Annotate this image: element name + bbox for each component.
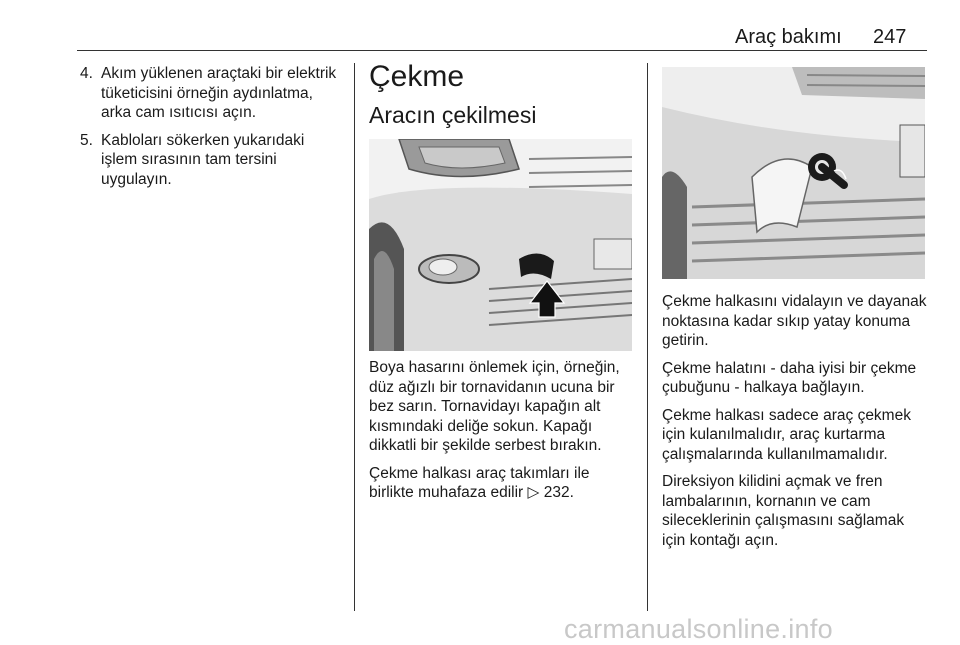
page-number: 247 — [873, 26, 907, 48]
list-item-text: Kabloları sökerken yukarıdaki işlem sırasının tam tersini uygulayın. — [101, 131, 305, 188]
paragraph-screw-tow-eye: Çekme halkasını vidalayın ve dayanak noktasına kadar sıkıp yatay konuma getirin. — [662, 293, 927, 349]
page-reference: 232. — [543, 484, 574, 501]
paragraph-attach-rope: Çekme halatını - daha iyisi bir çekme çubuğunu - halkaya bağlayın. — [662, 359, 917, 396]
list-item — [80, 64, 340, 123]
page-reference-icon: ▷ — [527, 484, 540, 501]
tow-eye-illustration — [662, 67, 925, 279]
section-title: Çekme — [369, 60, 465, 93]
column-divider-left — [354, 63, 355, 611]
paragraph-text: Çekme halkası araç takımları ile birlikte muhafaza edilir — [369, 464, 590, 501]
bumper-cover-illustration — [369, 139, 632, 351]
towing-instructions-column2 — [369, 358, 634, 511]
watermark: carmanualsonline.info — [564, 614, 833, 644]
list-item-text: Akım yüklenen araçtaki bir elektrik tüketicisini örneğin aydınlatma, arka cam ısıtıcısı açın. — [101, 65, 337, 121]
paragraph-ignition-on: Direksiyon kilidini açmak ve fren lambalarının, kornanın ve cam sileceklerinin çalışmasını sağlamak için kontağı açın. — [662, 473, 905, 549]
paragraph-cover-removal: Boya hasarını önlemek için, örneğin, düz ağızlı bir tornavidanın ucuna bir bez sarın. Tornavidayı kapağın alt kısmındaki deliğe sokun. Kapağı dikkatli bir şekilde serbest bırakın. — [369, 359, 620, 454]
column-divider-right — [647, 63, 648, 611]
steps-list — [80, 64, 340, 197]
section-subtitle: Aracın çekilmesi — [369, 102, 537, 128]
list-item-number: 5. — [80, 131, 93, 149]
paragraph-tow-eye-storage — [369, 464, 634, 503]
towing-instructions-column3 — [662, 292, 930, 558]
header-divider — [77, 50, 927, 51]
paragraph-usage-note: Çekme halkası sadece araç çekmek için kulanılmalıdır, araç kurtarma çalışmalarında kullanılmamalıdır. — [662, 406, 911, 463]
list-item — [80, 131, 340, 190]
page-header-title: Araç bakımı — [735, 26, 842, 48]
list-item-number: 4. — [80, 65, 93, 82]
